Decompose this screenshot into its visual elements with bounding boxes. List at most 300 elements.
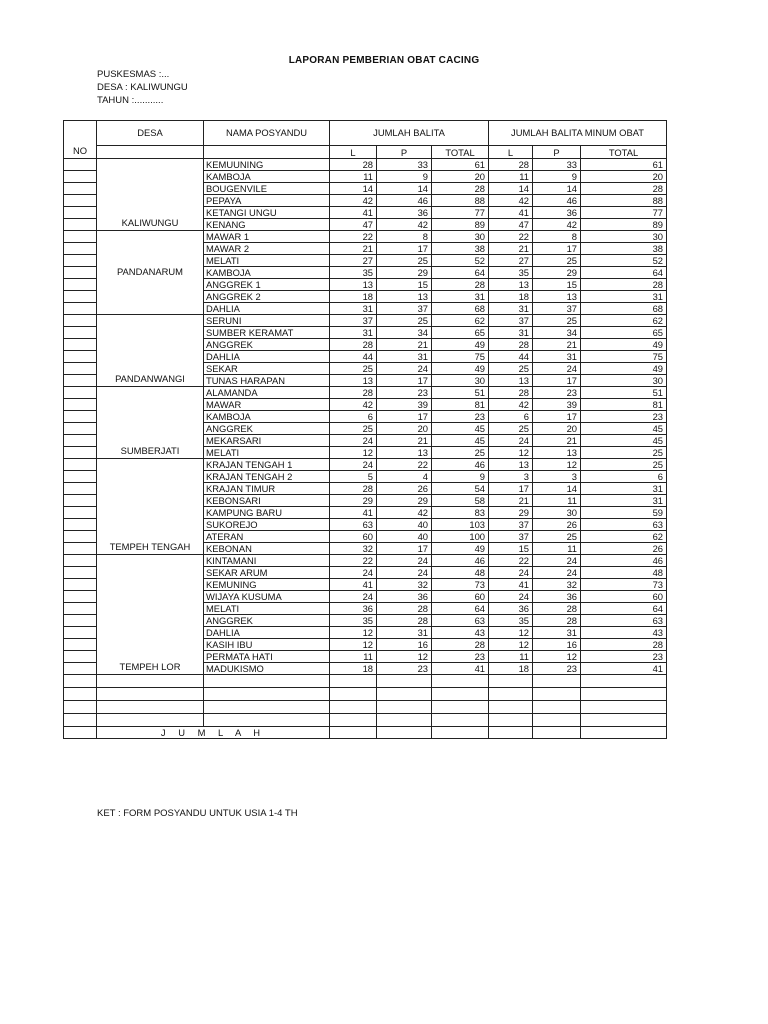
obat-total-cell: 28 xyxy=(581,639,667,651)
obat-p-cell: 23 xyxy=(533,387,581,399)
no-cell xyxy=(64,555,97,567)
empty-cell xyxy=(330,675,377,688)
report-body xyxy=(64,159,667,727)
no-cell xyxy=(64,483,97,495)
empty-cell xyxy=(330,701,377,714)
balita-total-cell: 46 xyxy=(432,555,489,567)
posyandu-name-cell: KRAJAN TIMUR xyxy=(204,483,330,495)
header-obat-total: TOTAL xyxy=(581,146,667,159)
balita-l-cell: 25 xyxy=(330,423,377,435)
posyandu-name-cell: ATERAN xyxy=(204,531,330,543)
no-cell xyxy=(64,579,97,591)
balita-p-cell: 4 xyxy=(377,471,432,483)
empty-cell xyxy=(581,675,667,688)
no-cell xyxy=(64,267,97,279)
balita-p-cell: 8 xyxy=(377,231,432,243)
header-nama-posyandu: NAMA POSYANDU xyxy=(204,121,330,146)
obat-l-cell: 28 xyxy=(489,387,533,399)
obat-total-cell: 6 xyxy=(581,471,667,483)
no-cell xyxy=(64,243,97,255)
posyandu-name-cell: ALAMANDA xyxy=(204,387,330,399)
obat-l-cell: 27 xyxy=(489,255,533,267)
balita-l-cell: 47 xyxy=(330,219,377,231)
obat-l-cell: 37 xyxy=(489,531,533,543)
balita-total-cell: 46 xyxy=(432,459,489,471)
balita-total-cell: 68 xyxy=(432,303,489,315)
no-cell xyxy=(64,591,97,603)
no-cell xyxy=(64,399,97,411)
balita-p-cell: 34 xyxy=(377,327,432,339)
balita-p-cell: 17 xyxy=(377,543,432,555)
balita-p-cell: 36 xyxy=(377,207,432,219)
obat-l-cell: 25 xyxy=(489,363,533,375)
balita-p-cell: 31 xyxy=(377,627,432,639)
posyandu-name-cell: MAWAR 2 xyxy=(204,243,330,255)
obat-l-cell: 22 xyxy=(489,231,533,243)
obat-l-cell: 24 xyxy=(489,591,533,603)
empty-cell xyxy=(377,701,432,714)
empty-cell xyxy=(581,688,667,701)
posyandu-name-cell: KEMUNING xyxy=(204,579,330,591)
balita-total-cell: 9 xyxy=(432,471,489,483)
obat-p-cell: 24 xyxy=(533,363,581,375)
obat-l-cell: 12 xyxy=(489,447,533,459)
obat-l-cell: 12 xyxy=(489,627,533,639)
obat-l-cell: 36 xyxy=(489,603,533,615)
obat-total-cell: 73 xyxy=(581,579,667,591)
empty-cell xyxy=(533,714,581,727)
obat-total-cell: 77 xyxy=(581,207,667,219)
obat-total-cell: 30 xyxy=(581,375,667,387)
posyandu-name-cell: KAMPUNG BARU xyxy=(204,507,330,519)
no-cell xyxy=(64,531,97,543)
balita-total-cell: 23 xyxy=(432,411,489,423)
balita-total-cell: 43 xyxy=(432,627,489,639)
empty-cell xyxy=(581,701,667,714)
posyandu-name-cell: MELATI xyxy=(204,447,330,459)
empty-row xyxy=(64,701,667,714)
obat-l-cell: 37 xyxy=(489,315,533,327)
balita-l-cell: 14 xyxy=(330,183,377,195)
empty-cell xyxy=(489,701,533,714)
posyandu-name-cell: DAHLIA xyxy=(204,351,330,363)
obat-l-cell: 21 xyxy=(489,243,533,255)
balita-total-cell: 60 xyxy=(432,591,489,603)
obat-total-cell: 31 xyxy=(581,495,667,507)
balita-p-cell: 9 xyxy=(377,171,432,183)
no-cell xyxy=(64,195,97,207)
no-cell xyxy=(64,183,97,195)
balita-total-cell: 65 xyxy=(432,327,489,339)
obat-total-cell: 62 xyxy=(581,315,667,327)
obat-l-cell: 41 xyxy=(489,579,533,591)
balita-total-cell: 45 xyxy=(432,435,489,447)
obat-total-cell: 59 xyxy=(581,507,667,519)
balita-l-cell: 28 xyxy=(330,387,377,399)
empty-cell xyxy=(64,701,97,714)
obat-p-cell: 42 xyxy=(533,219,581,231)
obat-p-cell: 15 xyxy=(533,279,581,291)
posyandu-name-cell: SUKOREJO xyxy=(204,519,330,531)
balita-l-cell: 32 xyxy=(330,543,377,555)
header-obat-l: L xyxy=(489,146,533,159)
obat-p-cell: 31 xyxy=(533,627,581,639)
obat-total-cell: 81 xyxy=(581,399,667,411)
balita-total-cell: 77 xyxy=(432,207,489,219)
empty-cell xyxy=(377,675,432,688)
balita-total-cell: 100 xyxy=(432,531,489,543)
balita-l-cell: 42 xyxy=(330,195,377,207)
balita-total-cell: 30 xyxy=(432,231,489,243)
obat-p-cell: 11 xyxy=(533,543,581,555)
obat-l-cell: 25 xyxy=(489,423,533,435)
balita-l-cell: 31 xyxy=(330,327,377,339)
balita-total-cell: 49 xyxy=(432,339,489,351)
balita-l-cell: 24 xyxy=(330,591,377,603)
balita-l-cell: 11 xyxy=(330,171,377,183)
obat-p-cell: 21 xyxy=(533,435,581,447)
balita-total-cell: 62 xyxy=(432,315,489,327)
balita-p-cell: 21 xyxy=(377,339,432,351)
posyandu-name-cell: DAHLIA xyxy=(204,627,330,639)
obat-p-cell: 17 xyxy=(533,375,581,387)
balita-p-cell: 20 xyxy=(377,423,432,435)
obat-l-cell: 13 xyxy=(489,279,533,291)
balita-l-cell: 18 xyxy=(330,291,377,303)
balita-p-cell: 25 xyxy=(377,315,432,327)
posyandu-name-cell: BOUGENVILE xyxy=(204,183,330,195)
no-cell xyxy=(64,615,97,627)
obat-total-cell: 26 xyxy=(581,543,667,555)
desa-cell: TEMPEH LOR xyxy=(97,555,204,675)
header-desa-blank xyxy=(97,146,204,159)
obat-l-cell: 28 xyxy=(489,339,533,351)
empty-cell xyxy=(581,714,667,727)
balita-p-cell: 24 xyxy=(377,555,432,567)
desa-cell: PANDANARUM xyxy=(97,231,204,315)
balita-p-cell: 29 xyxy=(377,495,432,507)
no-cell xyxy=(64,279,97,291)
no-cell xyxy=(64,543,97,555)
empty-cell xyxy=(432,714,489,727)
empty-row xyxy=(64,714,667,727)
obat-p-cell: 34 xyxy=(533,327,581,339)
obat-p-cell: 28 xyxy=(533,615,581,627)
no-cell xyxy=(64,435,97,447)
posyandu-name-cell: WIJAYA KUSUMA xyxy=(204,591,330,603)
empty-cell xyxy=(533,688,581,701)
no-cell xyxy=(64,459,97,471)
balita-p-cell: 40 xyxy=(377,519,432,531)
balita-total-cell: 64 xyxy=(432,267,489,279)
obat-l-cell: 14 xyxy=(489,183,533,195)
balita-p-cell: 17 xyxy=(377,375,432,387)
obat-total-cell: 25 xyxy=(581,447,667,459)
posyandu-name-cell: SEKAR xyxy=(204,363,330,375)
no-cell xyxy=(64,171,97,183)
balita-l-cell: 27 xyxy=(330,255,377,267)
posyandu-name-cell: KETANGI UNGU xyxy=(204,207,330,219)
obat-total-cell: 60 xyxy=(581,591,667,603)
posyandu-name-cell: KEMUUNING xyxy=(204,159,330,171)
balita-l-cell: 41 xyxy=(330,579,377,591)
balita-l-cell: 35 xyxy=(330,615,377,627)
empty-cell xyxy=(64,675,97,688)
obat-total-cell: 68 xyxy=(581,303,667,315)
obat-total-cell: 31 xyxy=(581,483,667,495)
obat-l-cell: 18 xyxy=(489,663,533,675)
obat-p-cell: 25 xyxy=(533,315,581,327)
obat-l-cell: 24 xyxy=(489,567,533,579)
balita-l-cell: 63 xyxy=(330,519,377,531)
header-jumlah-balita: JUMLAH BALITA xyxy=(330,121,489,146)
obat-total-cell: 31 xyxy=(581,291,667,303)
balita-l-cell: 24 xyxy=(330,567,377,579)
balita-p-cell: 17 xyxy=(377,411,432,423)
obat-total-cell: 75 xyxy=(581,351,667,363)
balita-total-cell: 103 xyxy=(432,519,489,531)
posyandu-name-cell: KENANG xyxy=(204,219,330,231)
balita-p-cell: 40 xyxy=(377,531,432,543)
balita-total-cell: 38 xyxy=(432,243,489,255)
posyandu-name-cell: KRAJAN TENGAH 1 xyxy=(204,459,330,471)
obat-l-cell: 42 xyxy=(489,195,533,207)
obat-p-cell: 14 xyxy=(533,483,581,495)
obat-l-cell: 28 xyxy=(489,159,533,171)
empty-cell xyxy=(432,675,489,688)
balita-p-cell: 32 xyxy=(377,579,432,591)
obat-l-cell: 15 xyxy=(489,543,533,555)
obat-total-cell: 45 xyxy=(581,423,667,435)
no-cell xyxy=(64,507,97,519)
jumlah-row xyxy=(64,727,667,739)
jumlah-cell xyxy=(581,727,667,739)
balita-l-cell: 22 xyxy=(330,231,377,243)
balita-l-cell: 18 xyxy=(330,663,377,675)
balita-total-cell: 51 xyxy=(432,387,489,399)
empty-row xyxy=(64,675,667,688)
posyandu-name-cell: KEBONAN xyxy=(204,543,330,555)
obat-p-cell: 25 xyxy=(533,531,581,543)
obat-l-cell: 11 xyxy=(489,651,533,663)
obat-total-cell: 64 xyxy=(581,603,667,615)
obat-l-cell: 35 xyxy=(489,267,533,279)
obat-p-cell: 36 xyxy=(533,591,581,603)
balita-total-cell: 64 xyxy=(432,603,489,615)
empty-cell xyxy=(489,675,533,688)
balita-total-cell: 73 xyxy=(432,579,489,591)
balita-l-cell: 22 xyxy=(330,555,377,567)
balita-p-cell: 29 xyxy=(377,267,432,279)
jumlah-cell xyxy=(432,727,489,739)
obat-p-cell: 37 xyxy=(533,303,581,315)
obat-l-cell: 3 xyxy=(489,471,533,483)
balita-l-cell: 12 xyxy=(330,447,377,459)
posyandu-name-cell: MADUKISMO xyxy=(204,663,330,675)
obat-p-cell: 46 xyxy=(533,195,581,207)
no-cell xyxy=(64,339,97,351)
no-cell xyxy=(64,327,97,339)
no-cell xyxy=(64,291,97,303)
balita-p-cell: 24 xyxy=(377,567,432,579)
no-cell xyxy=(64,363,97,375)
balita-total-cell: 28 xyxy=(432,639,489,651)
empty-cell xyxy=(533,701,581,714)
header-jumlah-balita-minum-obat: JUMLAH BALITA MINUM OBAT xyxy=(489,121,667,146)
obat-total-cell: 28 xyxy=(581,279,667,291)
obat-l-cell: 44 xyxy=(489,351,533,363)
posyandu-name-cell: PEPAYA xyxy=(204,195,330,207)
obat-total-cell: 88 xyxy=(581,195,667,207)
table-row xyxy=(64,459,667,471)
jumlah-no-cell xyxy=(64,727,97,739)
obat-l-cell: 37 xyxy=(489,519,533,531)
posyandu-name-cell: KASIH IBU xyxy=(204,639,330,651)
balita-total-cell: 41 xyxy=(432,663,489,675)
balita-l-cell: 11 xyxy=(330,651,377,663)
balita-total-cell: 58 xyxy=(432,495,489,507)
empty-cell xyxy=(64,714,97,727)
table-row xyxy=(64,387,667,399)
balita-l-cell: 24 xyxy=(330,459,377,471)
obat-l-cell: 12 xyxy=(489,639,533,651)
posyandu-name-cell: DAHLIA xyxy=(204,303,330,315)
no-cell xyxy=(64,411,97,423)
obat-total-cell: 41 xyxy=(581,663,667,675)
obat-total-cell: 52 xyxy=(581,255,667,267)
balita-p-cell: 36 xyxy=(377,591,432,603)
obat-total-cell: 38 xyxy=(581,243,667,255)
balita-p-cell: 22 xyxy=(377,459,432,471)
posyandu-name-cell: MAWAR xyxy=(204,399,330,411)
balita-l-cell: 35 xyxy=(330,267,377,279)
balita-p-cell: 17 xyxy=(377,243,432,255)
posyandu-name-cell: ANGGREK 2 xyxy=(204,291,330,303)
balita-l-cell: 37 xyxy=(330,315,377,327)
header-obat-p: P xyxy=(533,146,581,159)
empty-cell xyxy=(377,714,432,727)
balita-total-cell: 28 xyxy=(432,183,489,195)
balita-l-cell: 41 xyxy=(330,207,377,219)
obat-p-cell: 39 xyxy=(533,399,581,411)
balita-total-cell: 83 xyxy=(432,507,489,519)
empty-cell xyxy=(97,688,204,701)
obat-total-cell: 65 xyxy=(581,327,667,339)
obat-total-cell: 43 xyxy=(581,627,667,639)
posyandu-name-cell: MELATI xyxy=(204,603,330,615)
desa-cell: KALIWUNGU xyxy=(97,159,204,231)
posyandu-name-cell: MELATI xyxy=(204,255,330,267)
empty-cell xyxy=(64,688,97,701)
no-cell xyxy=(64,471,97,483)
balita-total-cell: 49 xyxy=(432,543,489,555)
obat-p-cell: 20 xyxy=(533,423,581,435)
no-cell xyxy=(64,315,97,327)
balita-p-cell: 12 xyxy=(377,651,432,663)
obat-l-cell: 6 xyxy=(489,411,533,423)
obat-p-cell: 14 xyxy=(533,183,581,195)
no-cell xyxy=(64,219,97,231)
empty-cell xyxy=(533,675,581,688)
obat-p-cell: 26 xyxy=(533,519,581,531)
obat-total-cell: 45 xyxy=(581,435,667,447)
balita-p-cell: 24 xyxy=(377,363,432,375)
obat-total-cell: 23 xyxy=(581,411,667,423)
no-cell xyxy=(64,387,97,399)
empty-cell xyxy=(204,701,330,714)
empty-row xyxy=(64,688,667,701)
obat-p-cell: 29 xyxy=(533,267,581,279)
balita-total-cell: 23 xyxy=(432,651,489,663)
obat-p-cell: 28 xyxy=(533,603,581,615)
header-desa: DESA xyxy=(97,121,204,146)
posyandu-name-cell: SERUNI xyxy=(204,315,330,327)
jumlah-cell xyxy=(533,727,581,739)
balita-total-cell: 31 xyxy=(432,291,489,303)
posyandu-name-cell: PERMATA HATI xyxy=(204,651,330,663)
balita-l-cell: 13 xyxy=(330,375,377,387)
no-cell xyxy=(64,519,97,531)
obat-total-cell: 62 xyxy=(581,531,667,543)
balita-total-cell: 30 xyxy=(432,375,489,387)
obat-l-cell: 11 xyxy=(489,171,533,183)
balita-p-cell: 39 xyxy=(377,399,432,411)
balita-l-cell: 36 xyxy=(330,603,377,615)
no-cell xyxy=(64,375,97,387)
posyandu-name-cell: MAWAR 1 xyxy=(204,231,330,243)
empty-cell xyxy=(97,701,204,714)
table-row xyxy=(64,315,667,327)
jumlah-cell xyxy=(377,727,432,739)
header-posyandu-blank xyxy=(204,146,330,159)
balita-p-cell: 37 xyxy=(377,303,432,315)
posyandu-name-cell: KAMBOJA xyxy=(204,171,330,183)
balita-p-cell: 25 xyxy=(377,255,432,267)
balita-l-cell: 28 xyxy=(330,159,377,171)
obat-l-cell: 31 xyxy=(489,303,533,315)
no-cell xyxy=(64,159,97,171)
no-cell xyxy=(64,627,97,639)
balita-l-cell: 28 xyxy=(330,483,377,495)
tahun-field: TAHUN :........... xyxy=(97,95,164,106)
balita-l-cell: 29 xyxy=(330,495,377,507)
posyandu-name-cell: ANGGREK xyxy=(204,339,330,351)
posyandu-name-cell: KAMBOJA xyxy=(204,267,330,279)
no-cell xyxy=(64,207,97,219)
obat-l-cell: 31 xyxy=(489,327,533,339)
header-row-1 xyxy=(64,121,667,146)
jumlah-cell xyxy=(330,727,377,739)
balita-p-cell: 26 xyxy=(377,483,432,495)
balita-l-cell: 21 xyxy=(330,243,377,255)
balita-p-cell: 13 xyxy=(377,447,432,459)
balita-p-cell: 15 xyxy=(377,279,432,291)
obat-l-cell: 29 xyxy=(489,507,533,519)
balita-l-cell: 6 xyxy=(330,411,377,423)
obat-l-cell: 24 xyxy=(489,435,533,447)
report-table xyxy=(63,120,667,739)
balita-total-cell: 75 xyxy=(432,351,489,363)
obat-l-cell: 47 xyxy=(489,219,533,231)
balita-total-cell: 28 xyxy=(432,279,489,291)
no-cell xyxy=(64,255,97,267)
jumlah-label: J U M L A H xyxy=(97,727,330,739)
obat-p-cell: 11 xyxy=(533,495,581,507)
obat-total-cell: 89 xyxy=(581,219,667,231)
balita-total-cell: 63 xyxy=(432,615,489,627)
table-row xyxy=(64,231,667,243)
obat-p-cell: 21 xyxy=(533,339,581,351)
